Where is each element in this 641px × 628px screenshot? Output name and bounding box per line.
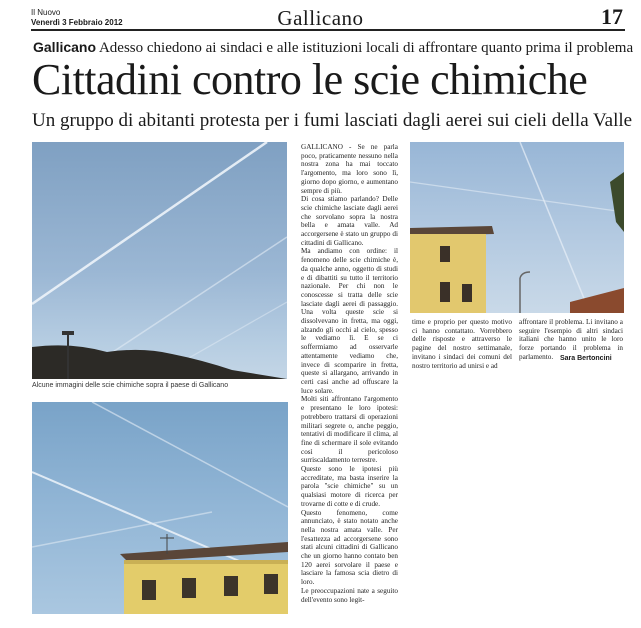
- headline: Cittadini contro le scie chimiche: [32, 55, 588, 104]
- article-paragraph: Le preoccupazioni nate a seguito dell'evento sono legit-: [301, 586, 398, 604]
- article-column-2: [412, 318, 512, 370]
- photo-caption: Alcune immagini delle scie chimiche sopra il paese di Gallicano: [32, 382, 229, 389]
- article-paragraph: affrontare il problema. Li invitano a seguire l'esempio di altri sindaci italiani che hanno unito le loro forze portando il problema in parlamento.: [519, 318, 623, 361]
- article-paragraph: Molti siti affrontano l'argomento e presentano le loro ipotesi: potrebbero trattarsi di operazioni militari segrete o, anche peggio, tentativi di modificare il clima, al fine di schermare il sole evitando così il pericoloso surriscaldamento terrestre.: [301, 395, 398, 465]
- publication-name: Il Nuovo: [31, 8, 61, 17]
- article-column-1: [301, 143, 398, 604]
- kicker-text: Adesso chiedono ai sindaci e alle istituzioni locali di affrontare quanto prima il problema: [98, 40, 634, 56]
- article-paragraph: time e proprio per questo motivo ci hanno contattato. Vorrebbero delle risposte e attraverso le pagine del nostro settimanale, invitano i sindaci dei comuni del nostro territorio ad unirsi e ad: [412, 318, 512, 370]
- issue-date: Venerdì 3 Febbraio 2012: [31, 18, 123, 27]
- article-paragraph: Queste sono le ipotesi più accreditate, ma basta inserire la parola "scie chimiche" su un qualsiasi motore di ricerca per trovarne di cotte e di crude.: [301, 465, 398, 508]
- page-number: 17: [601, 4, 623, 29]
- author-signature: Sara Bertoncini: [560, 355, 612, 362]
- sky-contrail-photo-1: [32, 142, 287, 379]
- article-paragraph: GALLICANO - Se ne parla poco, praticamente nessuno nella nostra zona ha mai toccato l'argomento, ma loro sono lì, giorno dopo giorno, e aumentano sempre di più.: [301, 143, 398, 195]
- sky-contrail-photo-3: [410, 142, 624, 313]
- article-paragraph: Di cosa stiamo parlando? Delle scie chimiche lasciate dagli aerei che sorvolano sopra la nostra bella e amata valle. Ad accorgersene è stato un gruppo di cittadini di Gallicano.: [301, 195, 398, 247]
- article-paragraph: Ma andiamo con ordine: il fenomeno delle scie chimiche è, da qualche anno, oggetto di studi e di dibattiti su tutto il territorio nazionale. Per chi non le conoscesse si tratta delle scie lasciate dagli aerei di passaggio. Una volta queste scie si dissolvevano in fretta, ma oggi, alzando gli occhi al cielo, spesso le vediamo lì. E se ci soffermiamo ad osservarle attentamente vediamo che, invece di scomparire in fretta, queste si allargano, arrivando in certi casi anche ad offuscare la luce solare.: [301, 247, 398, 395]
- header-rule: [31, 29, 625, 31]
- subheadline: Un gruppo di abitanti protesta per i fumi lasciati dagli aerei sui cieli della Valle: [32, 110, 633, 131]
- section-title: Gallicano: [277, 6, 364, 30]
- article-paragraph: Questo fenomeno, come annunciato, è stato notato anche nella nostra amata valle. Per l'esattezza ad accorgersene sono stati alcuni cittadini di Gallicano che un giorno hanno contato ben 120 aerei sorvolare il paese e lasciare la famosa scia dietro di loro.: [301, 508, 398, 587]
- sky-contrail-photo-2: [32, 402, 288, 614]
- kicker-location: Gallicano: [33, 39, 97, 55]
